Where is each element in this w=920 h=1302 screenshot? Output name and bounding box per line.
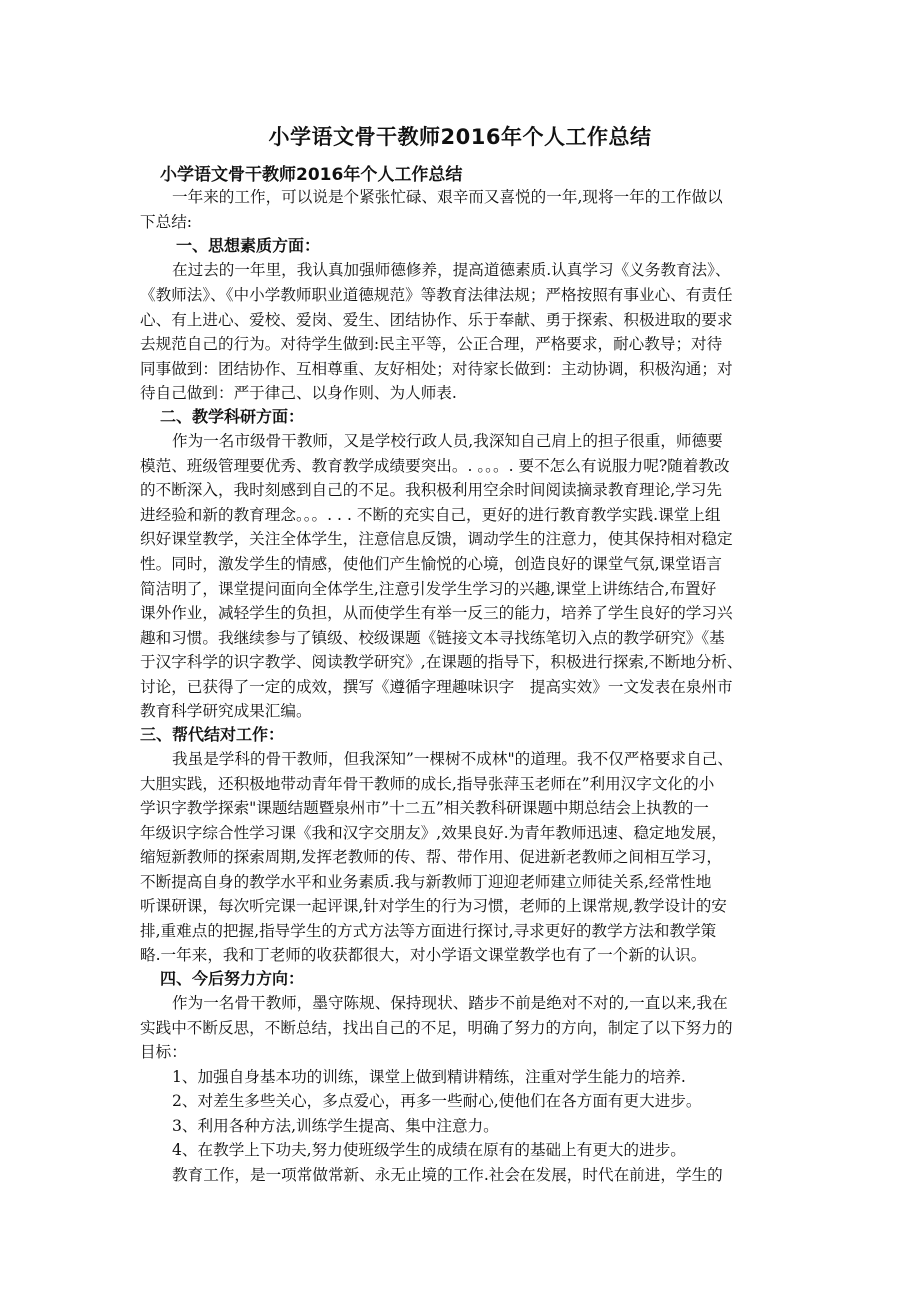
paragraph-line: 去规范自己的行为。对待学生做到:民主平等，公正合理，严格要求，耐心教导；对待 [140, 335, 723, 353]
paragraph-line: 进经验和新的教育理念。。。. . . 不断的充实自己，更好的进行教育教学实践.课堂上组 [140, 506, 721, 524]
paragraph-line: 排,重难点的把握,指导学生的方式方法等方面进行探讨,寻求更好的教学方法和教学策 [140, 922, 717, 940]
paragraph-line: 在过去的一年里，我认真加强师德修养，提高道德素质.认真学习《义务教育法》、 [172, 261, 731, 279]
closing-line: 教育工作，是一项常做常新、永无止境的工作.社会在发展，时代在前进，学生的 [172, 1166, 723, 1184]
paragraph-line: 不断提高自身的教学水平和业务素质.我与新教师丁迎迎老师建立师徒关系,经常性地 [140, 873, 712, 891]
document-title: 小学语文骨干教师2016年个人工作总结 [268, 125, 652, 149]
paragraph-line: 作为一名市级骨干教师，又是学校行政人员,我深知自己肩上的担子很重，师德要 [172, 432, 723, 450]
document-subtitle: 小学语文骨干教师2016年个人工作总结 [160, 165, 463, 185]
paragraph-line: 的不断深入，我时刻感到自己的不足。我积极利用空余时间阅读摘录教育理论,学习先 [140, 481, 722, 499]
section-heading: 四、今后努力方向： [160, 969, 305, 988]
paragraph-line: 心、有上进心、爱校、爱岗、爱生、团结协作、乐于奉献、勇于探索、积极进取的要求 [140, 311, 733, 329]
paragraph-line: 缩短新教师的探索周期,发挥老教师的传、帮、带作用、促进新老教师之间相互学习， [140, 848, 722, 866]
paragraph-line: 简洁明了，课堂提问面向全体学生,注意引发学生学习的兴趣,课堂上讲练结合,布置好 [140, 580, 717, 598]
goal-item: 1、加强自身基本功的训练，课堂上做到精讲精练，注重对学生能力的培养. [172, 1068, 686, 1086]
paragraph-line: 《教师法》、《中小学教师职业道德规范》等教育法律法规；严格按照有事业心、有责任 [140, 286, 733, 304]
paragraph-line: 同事做到：团结协作、互相尊重、友好相处；对待家长做到：主动协调，积极沟通；对 [140, 360, 733, 378]
section-heading: 一、思想素质方面： [176, 236, 321, 255]
paragraph-line: 略.一年来，我和丁老师的收获都很大，对小学语文课堂教学也有了一个新的认识。 [140, 946, 707, 964]
paragraph-line: 大胆实践，还积极地带动青年骨干教师的成长,指导张萍玉老师在”利用汉字文化的小 [140, 775, 715, 793]
intro-line: 下总结: [140, 213, 193, 231]
paragraph-line: 学识字教学探索"课题结题暨泉州市”十二五”相关教科研课题中期总结会上执教的一 [140, 799, 709, 817]
goal-item: 3、利用各种方法,训练学生提高、集中注意力。 [172, 1117, 499, 1135]
paragraph-line: 年级识字综合性学习课《我和汉字交朋友》,效果良好.为青年教师迅速、稳定地发展， [140, 824, 727, 842]
goal-item: 2、对差生多些关心，多点爱心，再多一些耐心,使他们在各方面有更大进步。 [172, 1092, 702, 1110]
paragraph-line: 性。同时，激发学生的情感，使他们产生愉悦的心境，创造良好的课堂气氛,课堂语言 [140, 555, 722, 573]
paragraph-line: 目标： [140, 1043, 187, 1061]
paragraph-line: 我虽是学科的骨干教师，但我深知”一棵树不成林"的道理。我不仅严格要求自己、 [172, 750, 733, 768]
section-heading: 三、帮代结对工作： [140, 725, 285, 744]
paragraph-line: 模范、班级管理要优秀、教育教学成绩要突出。. 。。。. 要不怎么有说服力呢?随着教改 [140, 457, 730, 475]
section-heading: 二、教学科研方面： [160, 407, 305, 426]
paragraph-line: 织好课堂教学，关注全体学生，注意信息反馈，调动学生的注意力，使其保持相对稳定 [140, 530, 733, 548]
paragraph-line: 听课研课，每次听完课一起评课,针对学生的行为习惯，老师的上课常规,教学设计的安 [140, 897, 727, 915]
goal-item: 4、在教学上下功夫,努力使班级学生的成绩在原有的基础上有更大的进步。 [172, 1141, 686, 1159]
intro-line: 一年来的工作，可以说是个紧张忙碌、艰辛而又喜悦的一年,现将一年的工作做以 [172, 188, 723, 206]
paragraph-line: 待自己做到：严于律己、以身作则、为人师表. [140, 384, 457, 402]
paragraph-line: 教育科学研究成果汇编。 [140, 702, 312, 720]
paragraph-line: 作为一名骨干教师，墨守陈规、保持现状、踏步不前是绝对不对的,一直以来,我在 [172, 994, 728, 1012]
paragraph-line: 讨论，已获得了一定的成效，撰写《遵循字理趣味识字 提高实效》一文发表在泉州市 [140, 678, 733, 696]
paragraph-line: 实践中不断反思，不断总结，找出自己的不足，明确了努力的方向，制定了以下努力的 [140, 1019, 733, 1037]
paragraph-line: 课外作业，减轻学生的负担，从而使学生有举一反三的能力，培养了学生良好的学习兴 [140, 604, 733, 622]
paragraph-line: 趣和习惯。我继续参与了镇级、校级课题《链接文本寻找练笔切入点的教学研究》《基 [140, 629, 725, 647]
paragraph-line: 于汉字科学的识字教学、阅读教学研究》,在课题的指导下，积极进行探索,不断地分析、 [140, 653, 743, 671]
